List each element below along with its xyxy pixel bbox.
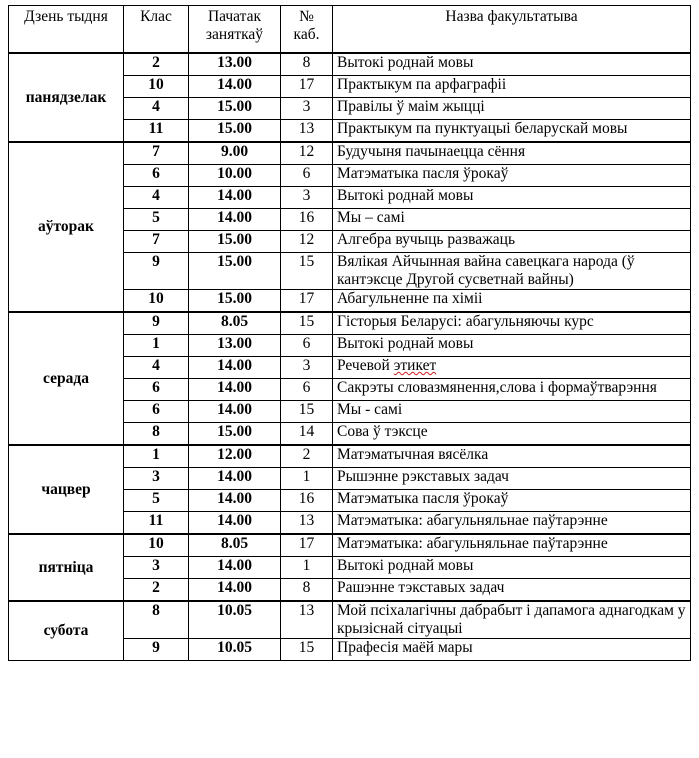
room-cell: 15 [281,253,333,290]
time-cell: 10.00 [189,165,281,187]
room-cell: 6 [281,335,333,357]
time-cell: 15.00 [189,231,281,253]
time-cell: 14.00 [189,187,281,209]
room-cell: 3 [281,98,333,120]
day-group [9,53,691,142]
class-cell: 2 [124,579,189,602]
time-cell: 10.05 [189,639,281,661]
day-name-cell: аўторак [9,142,124,312]
course-name-cell: Матэматычная вясёлка [333,445,691,468]
class-cell: 8 [124,423,189,446]
class-cell: 9 [124,312,189,335]
class-cell: 3 [124,557,189,579]
time-cell: 13.00 [189,53,281,76]
time-cell: 15.00 [189,120,281,143]
course-name-cell: Прафесія маёй мары [333,639,691,661]
header-class: Клас [124,6,189,54]
room-cell: 3 [281,187,333,209]
course-name-cell: Сакрэты словазмянення,слова і формаўтварэння [333,379,691,401]
room-cell: 15 [281,312,333,335]
time-cell: 14.00 [189,357,281,379]
room-cell: 1 [281,557,333,579]
class-cell: 10 [124,534,189,557]
time-cell: 12.00 [189,445,281,468]
spellcheck-underline: этикет [393,357,437,374]
room-cell: 16 [281,490,333,512]
room-cell: 17 [281,534,333,557]
time-cell: 14.00 [189,401,281,423]
day-name-cell: чацвер [9,445,124,534]
course-name-cell: Правілы ў маім жыцці [333,98,691,120]
schedule-table [8,5,691,661]
day-group [9,142,691,312]
course-name-cell: Практыкум па арфаграфіі [333,76,691,98]
day-name-cell: субота [9,601,124,661]
time-cell: 14.00 [189,557,281,579]
class-cell: 9 [124,639,189,661]
class-cell: 1 [124,445,189,468]
header-day: Дзень тыдня [9,6,124,54]
class-cell: 10 [124,290,189,313]
room-cell: 13 [281,601,333,639]
course-name-cell: Вялікая Айчынная вайна савецкага народа (ў кантэксце Другой сусветнай вайны) [333,253,691,290]
class-cell: 8 [124,601,189,639]
course-name-cell: Вытокі роднай мовы [333,335,691,357]
class-cell: 7 [124,231,189,253]
time-cell: 14.00 [189,209,281,231]
class-cell: 4 [124,357,189,379]
room-cell: 13 [281,512,333,535]
room-cell: 12 [281,231,333,253]
room-cell: 16 [281,209,333,231]
day-group [9,312,691,445]
course-name-cell: Абагульненне па хіміі [333,290,691,313]
room-cell: 3 [281,357,333,379]
table-row [9,142,691,165]
class-cell: 5 [124,209,189,231]
time-cell: 14.00 [189,512,281,535]
table-row [9,445,691,468]
room-cell: 12 [281,142,333,165]
room-cell: 13 [281,120,333,143]
room-cell: 1 [281,468,333,490]
class-cell: 4 [124,187,189,209]
table-row [9,312,691,335]
class-cell: 5 [124,490,189,512]
room-cell: 2 [281,445,333,468]
day-group [9,601,691,661]
room-cell: 15 [281,639,333,661]
class-cell: 11 [124,512,189,535]
time-cell: 14.00 [189,490,281,512]
course-name-cell: Мы – самі [333,209,691,231]
course-name-cell: Вытокі роднай мовы [333,557,691,579]
day-group [9,445,691,534]
header-time: Пачатак заняткаў [189,6,281,54]
day-name-cell: панядзелак [9,53,124,142]
header-row [9,6,691,54]
course-name-cell: Рашэнне тэкставых задач [333,579,691,602]
room-cell: 14 [281,423,333,446]
class-cell: 7 [124,142,189,165]
time-cell: 14.00 [189,468,281,490]
course-name-cell: Гісторыя Беларусі: абагульняючы курс [333,312,691,335]
time-cell: 8.05 [189,534,281,557]
time-cell: 9.00 [189,142,281,165]
room-cell: 15 [281,401,333,423]
course-name-cell: Алгебра вучыць разважаць [333,231,691,253]
course-name-cell: Вытокі роднай мовы [333,187,691,209]
table-row [9,534,691,557]
course-name-cell: Мы - самі [333,401,691,423]
course-name-cell: Практыкум па пунктуацыі беларускай мовы [333,120,691,143]
time-cell: 15.00 [189,290,281,313]
time-cell: 13.00 [189,335,281,357]
day-group [9,534,691,601]
time-cell: 15.00 [189,253,281,290]
time-cell: 15.00 [189,98,281,120]
class-cell: 9 [124,253,189,290]
course-name-cell: Матэматыка пасля ўрокаў [333,165,691,187]
header-name: Назва факультатыва [333,6,691,54]
class-cell: 11 [124,120,189,143]
room-cell: 6 [281,379,333,401]
class-cell: 2 [124,53,189,76]
course-name-cell: Речевой этикет [333,357,691,379]
course-name-cell: Мой псіхалагічны дабрабыт і дапамога аднагодкам у крызіснай сітуацыі [333,601,691,639]
room-cell: 17 [281,290,333,313]
course-name-cell: Матэматыка: абагульняльнае паўтарэнне [333,534,691,557]
time-cell: 14.00 [189,579,281,602]
class-cell: 1 [124,335,189,357]
class-cell: 6 [124,401,189,423]
room-cell: 6 [281,165,333,187]
room-cell: 8 [281,53,333,76]
course-name-cell: Сова ў тэксце [333,423,691,446]
time-cell: 14.00 [189,76,281,98]
time-cell: 8.05 [189,312,281,335]
day-name-cell: серада [9,312,124,445]
table-row [9,53,691,76]
course-name-cell: Матэматыка пасля ўрокаў [333,490,691,512]
course-name-cell: Матэматыка: абагульняльнае паўтарэнне [333,512,691,535]
time-cell: 14.00 [189,379,281,401]
room-cell: 8 [281,579,333,602]
header-room: № каб. [281,6,333,54]
course-name-cell: Вытокі роднай мовы [333,53,691,76]
class-cell: 3 [124,468,189,490]
class-cell: 10 [124,76,189,98]
time-cell: 10.05 [189,601,281,639]
class-cell: 6 [124,379,189,401]
table-row [9,601,691,639]
class-cell: 6 [124,165,189,187]
class-cell: 4 [124,98,189,120]
course-name-cell: Рышэнне рэкставых задач [333,468,691,490]
day-name-cell: пятніца [9,534,124,601]
time-cell: 15.00 [189,423,281,446]
course-name-cell: Будучыня пачынаецца сёння [333,142,691,165]
room-cell: 17 [281,76,333,98]
